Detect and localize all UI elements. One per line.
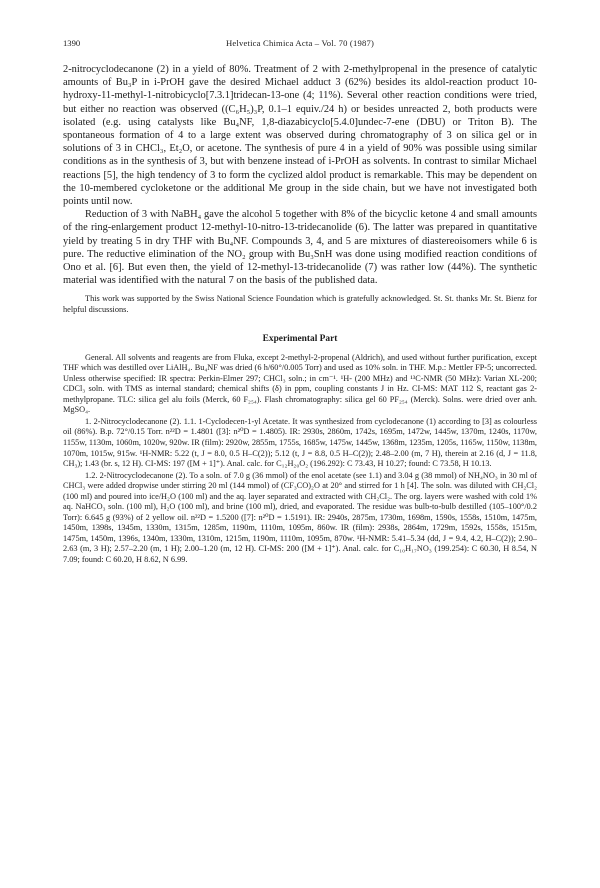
running-header [63, 38, 537, 52]
procedure-1-1: 1. 2-Nitrocyclodecanone (2). 1.1. 1-Cyclodecen-1-yl Acetate. It was synthesized from cyclodecanone (1) according to [3] as colourless oil (86%). B.p. 72°/0.15 Torr. n²²D = 1.4801 ([3]: n²⁰D = 1.4805). IR: 2930s, 2860m, 1742s, 1695m, 1472w, 1445w, 1370m, 1240s, 1170w, 1155w, 1130m, 1060m, 1020w, 920w. IR (film): 2920w, 2855m, 1755s, 1685w, 1475w, 1445w, 1368m, 1235m, 1205s, 1165w, 1150w, 1138m, 1070m, 1015w, 915w. ¹H-NMR: 5.22 (t, J = 8.0, 0.5 H–C(2)); 5.12 (t, J = 8.8, 0.5 H–C(2)); 2.48–2.00 (m, 7 H), therein at 2.16 (d, J = 11.8, CH₃); 1.43 (br. s, 12 H). CI-MS: 197 ([M + 1]⁺). Anal. calc. for C₁₂H₂₀O₂ (196.292): C 73.43, H 10.27; found: C 73.58, H 10.13. [63, 416, 537, 469]
procedure-1-2: 1.2. 2-Nitrocyclodecanone (2). To a soln. of 7.0 g (36 mmol) of the enol acetate (see 1.1) and 3.04 g (38 mmol) of NH₄NO₃ in 30 ml of CHCl₃ were added dropwise under stirring 20 ml (144 mmol) of (CF₃CO)₂O at 20° and stirred for 1 h [4]. The soln. was diluted with CH₂Cl₂ (100 ml) and poured into ice/H₂O (100 ml) and the aq. layer separated and extracted with CH₂Cl₂. The org. layers were washed with cold 1% aq. NaHCO₃ soln. (100 ml), H₂O (100 ml), and brine (100 ml), dried, and evaporated. The residue was bulb-to-bulb destilled (105–100°/0.2 Torr): 6.645 g (93%) of 2 yellow oil. n²²D = 1.5200 ([7]: n²⁰D = 1.5191). IR: 2940s, 2875m, 1730m, 1698m, 1590s, 1558s, 1510m, 1475m, 1450m, 1398s, 1345m, 1330m, 1315m, 1285m, 1190m, 1110m, 1095m, 860w. IR (film): 2938s, 2864m, 1729m, 1592s, 1558s, 1515m, 1475m, 1450m, 1396s, 1340m, 1330m, 1310m, 1215m, 1190m, 1110m, 1095m, 870w. ¹H-NMR: 5.41–5.34 (dd, J = 9.4, 4.2, H–C(2)); 2.90–2.63 (m, 3 H); 2.57–2.20 (m, 1 H); 2.00–1.20 (m, 12 H). CI-MS: 200 ([M + 1]⁺). Anal. calc. for C₁₀H₁₇NO₃ (199.254): C 60.30, H 8.54, N 7.09; found: C 60.20, H 8.62, N 6.99. [63, 470, 537, 565]
journal-title: Helvetica Chimica Acta – Vol. 70 (1987) [225, 38, 375, 48]
main-text [63, 63, 537, 287]
general-paragraph: General. All solvents and reagents are from Fluka, except 2-methyl-2-propenal (Aldrich), and used without further purification, except THF which was destilled over LiAlH₄. Bu₄NF was dried (6 h/60°/0.005 Torr) and used as 10% soln. in THF. M.p.: Mettler FP-5; uncorrected. Unless otherwise specified: IR spectra: Perkin-Elmer 297; CHCl₃ soln.; in cm⁻¹. ¹H- (200 MHz) and ¹³C-NMR (50 MHz): Varian XL-200; CDCl₃ soln. with TMS as internal standard; chemical shifts (δ) in ppm, coupling constants J in Hz. CI-MS: MAT 112 S, reactant gas 2-methylpropane. TLC: silica gel alu foils (Merck, 60 F₂₅₄). Flash chromatography: silica gel 60 PF₂₅₄ (Merck). Solns. were dried over anh. MgSO₄. [63, 352, 537, 415]
section-heading: Experimental Part [262, 333, 338, 344]
acknowledgement: This work was supported by the Swiss National Science Foundation which is gratefully acknowledged. St. St. thanks Mr. St. Bienz for helpful discussions. [63, 294, 537, 315]
experimental-section [63, 353, 537, 566]
paragraph-2: Reduction of 3 with NaBH₄ gave the alcohol 5 together with 8% of the bicyclic ketone 4 and small amounts of the ring-enlargement product 12-methyl-10-nitro-13-tridecanolide (6). The latter was prepared in quantitative yield by treating 5 in dry THF with Bu₄NF. Compounds 3, 4, and 5 are mixtures of diastereoisomers while 6 is pure. The reductive elimination of the NO₂ group with Bu₃SnH was done using modified reaction conditions of Ono et al. [6]. But even then, the yield of 12-methyl-13-tridecanolide (7) was rather low (44%). The synthetic material was identified with the natural 7 on the basis of the published data. [63, 209, 537, 287]
paragraph-1: 2-nitrocyclodecanone (2) in a yield of 80%. Treatment of 2 with 2-methylpropenal in the presence of catalytic amounts of Bu₃P in i-PrOH gave the desired Michael adduct 3 (62%) besides its aldol-reaction product 10-hydroxy-11-methyl-1-nitrobicyclo[7.3.1]tridecan-13-one (4; 11%). Several other reaction conditions were tried, but either no reaction was observed ((C₆H₅)₃P, 0.1–1 equiv./24 h) or besides unreacted 2, both products were isolated (e.g. using catalysts like Bu₄NF, 1,8-diazabicyclo[5.4.0]undec-7-ene (DBU) or Triton B). The spontaneous formation of 4 to a large extent was observed during chromatography of 3 on silica gel or in solutions of 3 in CHCl₃, Et₂O, or acetone. The synthesis of pure 4 in a yield of 90% was possible using similar conditions as in the synthesis of 3, but with benzene instead of i-PrOH as solvents. In contrast to similar Michael reactions [5], the high tendency of 3 to form the cyclized aldol product is remarkable. This may be dependent on the 10-membered cycloketone or the additional Me group in the side chain, but we have not investigated both points until now. [63, 64, 537, 208]
paper-page [63, 38, 537, 567]
page-number: 1390 [63, 38, 81, 48]
